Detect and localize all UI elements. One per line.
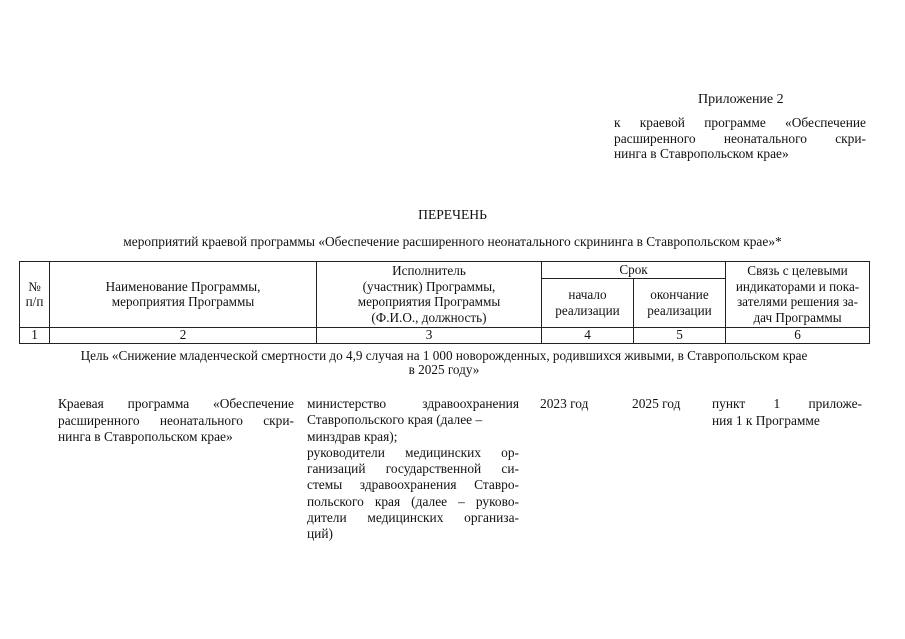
row-executor-line: министерство здравоохранения — [307, 396, 519, 411]
column-number: 4 — [542, 327, 634, 343]
header-number: № п/п — [20, 262, 50, 328]
header-name: Наименование Программы, мероприятия Программы — [50, 262, 317, 328]
row-end-date: 2025 год — [632, 396, 681, 411]
row-name-line: расширенного неонатального скри- — [58, 412, 294, 428]
row-start-date: 2023 год — [540, 396, 589, 411]
appendix-ref-line: нинга в Ставропольском крае» — [614, 146, 789, 161]
program-goal: Цель «Снижение младенческой смертности до 4,9 случая на 1 000 новорожденных, родившихся живыми, в Ставропольском крае в 2025 году» — [80, 348, 808, 377]
appendix-reference — [614, 115, 866, 162]
row-executor — [307, 396, 519, 543]
header-executor: Исполнитель (участник) Программы, мероприятия Программы (Ф.И.О., должность) — [317, 262, 542, 328]
document-subtitle: мероприятий краевой программы «Обеспечение расширенного неонатального скрининга в Ставропольском крае»* — [123, 234, 782, 249]
header-term-end: окончание реализации — [634, 278, 726, 327]
row-link-line: ния 1 к Программе — [712, 412, 820, 428]
column-number: 6 — [726, 327, 870, 343]
row-executor-line: ций) — [307, 526, 333, 542]
row-executor-line: ганизаций государственной си- — [307, 461, 519, 477]
measures-table — [19, 261, 870, 344]
row-executor-line: минздрав края); — [307, 428, 398, 444]
row-name-line: нинга в Ставропольском крае» — [58, 429, 233, 444]
row-executor-line: дители медицинских организа- — [307, 510, 519, 526]
column-number: 5 — [634, 327, 726, 343]
header-indicators-link: Связь с целевыми индикаторами и пока- зателями решения за- дач Программы — [726, 262, 870, 328]
row-executor-line: руководители медицинских ор- — [307, 444, 519, 460]
appendix-ref-line: к краевой программе «Обеспечение — [614, 115, 866, 130]
row-executor-line: стемы здравоохранения Ставро- — [307, 477, 519, 493]
column-number: 2 — [50, 327, 317, 343]
appendix-ref-line: расширенного неонатального скри- — [614, 130, 866, 146]
column-number: 3 — [317, 327, 542, 343]
row-indicators-link — [712, 396, 862, 429]
row-executor-line: Ставропольского края (далее – — [307, 412, 483, 428]
header-term-start: начало реализации — [542, 278, 634, 327]
column-number: 1 — [20, 327, 50, 343]
appendix-title: Приложение 2 — [698, 92, 784, 107]
header-term: Срок — [542, 262, 726, 279]
row-link-line: пункт 1 приложе- — [712, 396, 862, 411]
row-name-line: Краевая программа «Обеспечение — [58, 396, 294, 411]
row-executor-line: польского края (далее – руково- — [307, 493, 519, 509]
document-title: ПЕРЕЧЕНЬ — [418, 207, 487, 222]
row-program-name — [58, 396, 294, 446]
